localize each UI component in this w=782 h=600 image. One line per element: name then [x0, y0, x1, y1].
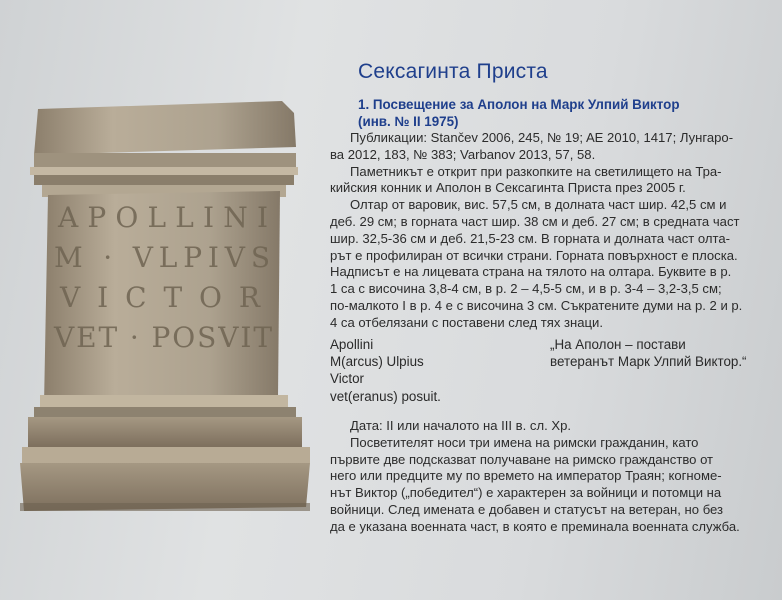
text-line: Надписът е на лицевата страна на тялото на олтара. Буквите в р. [330, 264, 732, 280]
text-line: по-малкото I в р. 4 е с височина 3 см. Съкратените думи на р. 2 и р. [330, 297, 743, 313]
translation-line: „На Аполон – постави [550, 337, 686, 352]
text-line: Олтар от варовик, вис. 57,5 см, в долната част шир. 42,5 см и [350, 197, 727, 213]
text-line: рът е профилиран от всички страни. Горната повърхност е плоска. [330, 247, 738, 263]
commentary-paragraph [330, 418, 740, 536]
translation-line: ветеранът Марк Улпий Виктор.“ [550, 354, 747, 370]
latin-line: M(arcus) Ulpius [330, 354, 424, 370]
date-line: Дата: II или началото на III в. сл. Хр. [350, 418, 572, 433]
inscription-line-4: VET · POSVIT [54, 321, 272, 354]
text-line: кийския конник и Аполон в Сексагинта Приста през 2005 г. [330, 180, 686, 196]
latin-line: Apollini [330, 337, 374, 352]
text-line: да е указана военната част, в която е преминала военната служба. [330, 518, 740, 534]
altar-photo [10, 95, 320, 520]
entry-title: 1. Посвещение за Аполон на Марк Улпий Виктор [358, 97, 680, 112]
text-line: деб. 29 см; в горната част шир. 38 см и деб. 27 см; в средната част [330, 213, 740, 229]
latin-line: Victor [330, 371, 364, 387]
text-line: нът Виктор („победител“) е характерен за войници и потомци на [330, 485, 722, 501]
text-line: Посветителят носи три имена на римски гражданин, като [350, 434, 699, 450]
page-title: Сексагинта Приста [358, 60, 548, 83]
text-line: него или предците му по времето на император Траян; когноме- [330, 468, 722, 484]
translation-text [550, 336, 747, 370]
latin-inscription-text [330, 336, 441, 405]
entry-heading [358, 96, 680, 130]
inventory-number: (инв. № II 1975) [358, 114, 459, 129]
publications-paragraph [330, 130, 742, 332]
text-line: ва 2012, 183, № 383; Varbanov 2013, 57, 58. [330, 146, 596, 162]
text-line: първите две подсказват получаване на римско гражданство от [330, 451, 714, 467]
text-line: войници. След имената е добавен и статусът на ветеран, но без [330, 501, 724, 517]
inscription-line-2: M · VLPIVS [54, 241, 270, 274]
inscription-line-1: APOLLINI [58, 201, 268, 234]
inscription-line-3: VICTOR [60, 281, 260, 314]
text-line: 1 са с височина 3,8-4 см, в р. 2 – 4,5-5 см, и в р. 3-4 – 3,2-3,5 см; [330, 281, 722, 297]
text-line: Паметникът е открит при разкопките на светилището на Тра- [350, 163, 722, 179]
text-line: шир. 32,5-36 см и деб. 21,5-23 см. В горната и долната част олта- [330, 230, 731, 246]
latin-line: vet(eranus) posuit. [330, 388, 441, 404]
text-line: Публикации: Stančev 2006, 245, № 19; AE 2010, 1417; Лунгаро- [350, 130, 734, 145]
text-line: 4 са отбелязани с поставени след тях знаци. [330, 314, 603, 330]
